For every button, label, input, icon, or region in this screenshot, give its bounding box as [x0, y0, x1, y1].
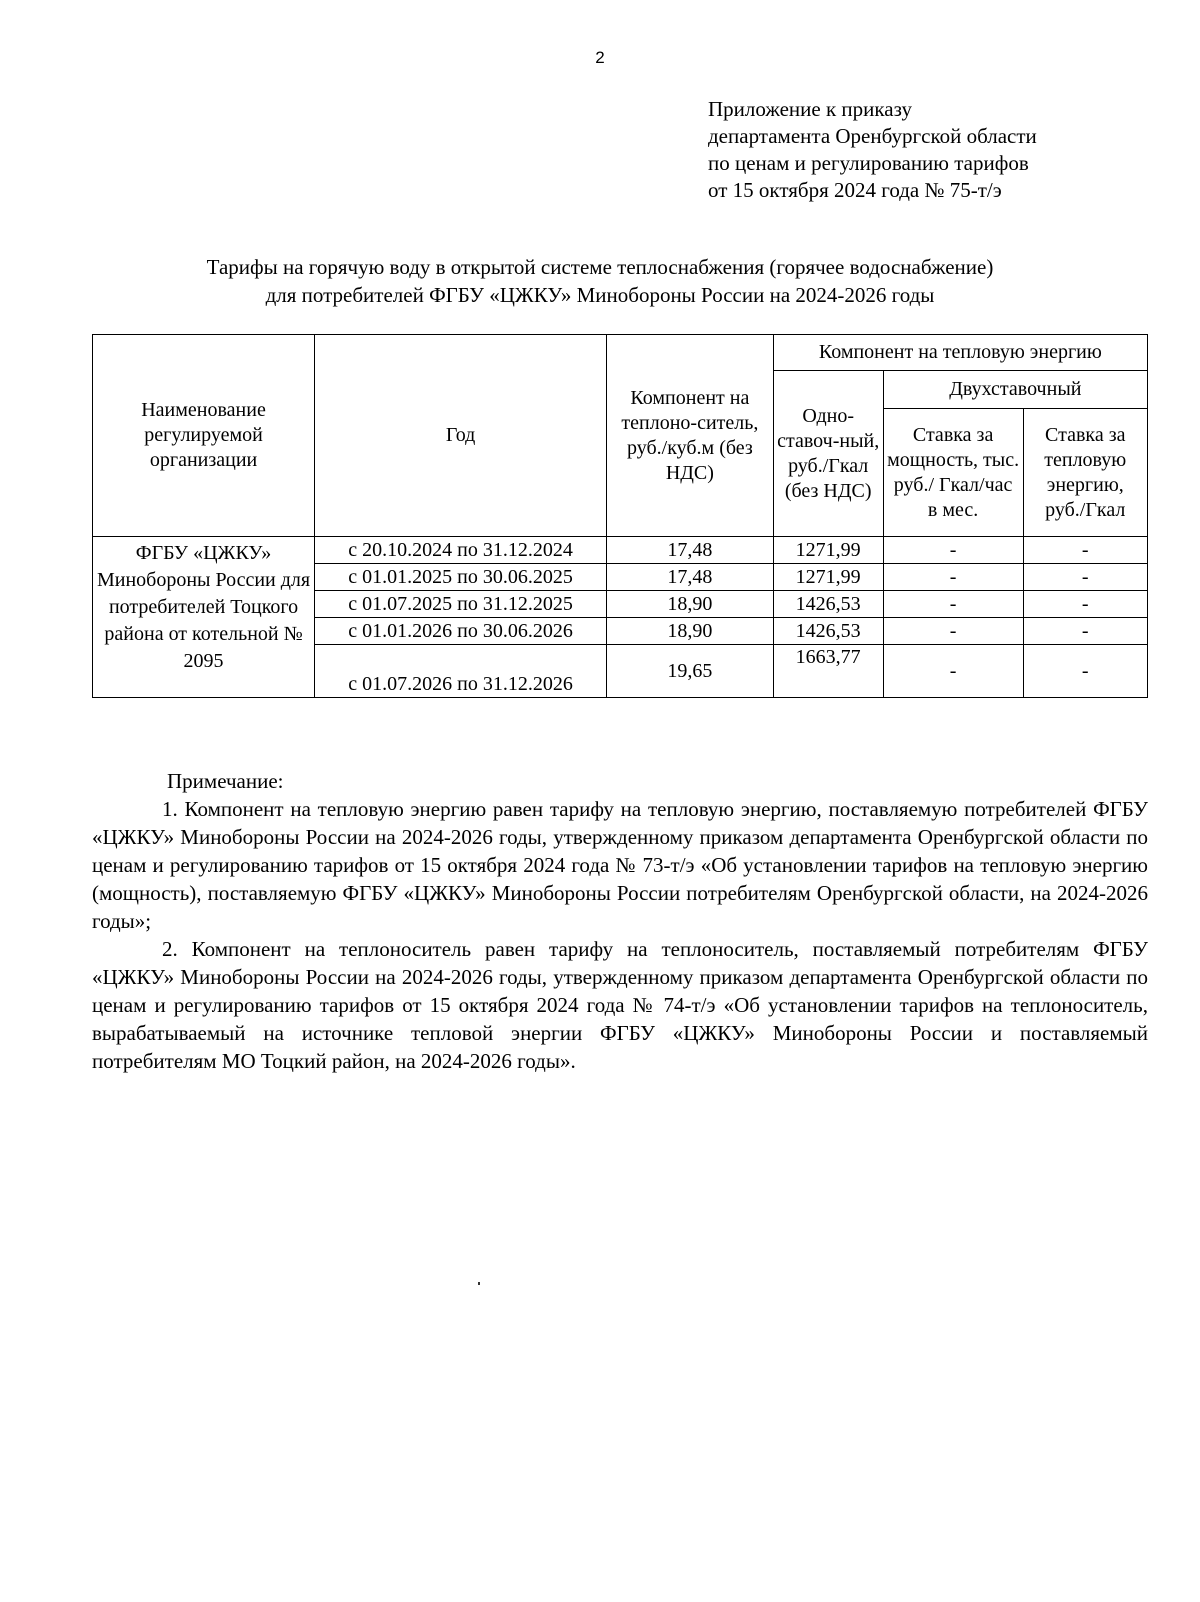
coolant-cell: 17,48 — [607, 564, 774, 591]
scan-speck — [478, 1282, 480, 1285]
appendix-line: Приложение к приказу — [708, 97, 912, 121]
one-rate-cell: 1271,99 — [773, 564, 883, 591]
header-one-rate: Одно-ставоч-ный, руб./Гкал (без НДС) — [773, 371, 883, 537]
organization-cell: ФГБУ «ЦЖКУ» Минобороны России для потребителей Тоцкого района от котельной № 2095 — [93, 537, 315, 698]
appendix-line: от 15 октября 2024 года № 75-т/э — [708, 178, 1002, 202]
one-rate-cell: 1663,77 — [773, 645, 883, 698]
header-energy-rate: Ставка за тепловую энергию, руб./Гкал — [1023, 409, 1147, 537]
energy-cell: - — [1023, 618, 1147, 645]
coolant-cell: 19,65 — [607, 645, 774, 698]
header-year: Год — [315, 335, 607, 537]
tariff-table — [92, 334, 1148, 698]
capacity-cell: - — [883, 645, 1023, 698]
year-cell: с 01.01.2025 по 30.06.2025 — [315, 564, 607, 591]
note-item: 1. Компонент на тепловую энергию равен тарифу на тепловую энергию, поставляемую потребителей ФГБУ «ЦЖКУ» Минобороны России на 2024-2026 годы, утвержденному приказом департамента Оренбургской области по ценам и регулированию тарифов от 15 октября 2024 года № 73-т/э «Об установлении тарифов на тепловую энергию (мощность), поставляемую ФГБУ «ЦЖКУ» Минобороны России потребителям Оренбургской области, на 2024-2026 годы»; — [92, 797, 1148, 933]
notes-section — [92, 767, 1148, 1075]
appendix-header — [708, 96, 1178, 204]
header-heat-component: Компонент на тепловую энергию — [773, 335, 1147, 371]
capacity-cell: - — [883, 591, 1023, 618]
energy-cell: - — [1023, 591, 1147, 618]
one-rate-cell: 1426,53 — [773, 591, 883, 618]
year-cell: с 01.01.2026 по 30.06.2026 — [315, 618, 607, 645]
year-cell: с 01.07.2026 по 31.12.2026 — [315, 645, 607, 698]
note-item: 2. Компонент на теплоноситель равен тарифу на теплоноситель, поставляемый потребителям ФГБУ «ЦЖКУ» Минобороны России на 2024-2026 годы, утвержденному приказом департамента Оренбургской области по ценам и регулированию тарифов от 15 октября 2024 года № 74-т/э «Об установлении тарифов на теплоноситель, вырабатываемый на источнике тепловой энергии ФГБУ «ЦЖКУ» Минобороны России и поставляемый потребителям МО Тоцкий район, на 2024-2026 годы». — [92, 937, 1148, 1073]
title-line: Тарифы на горячую воду в открытой системе теплоснабжения (горячее водоснабжение) — [206, 255, 994, 279]
energy-cell: - — [1023, 564, 1147, 591]
header-org-name: Наименование регулируемой организации — [93, 335, 315, 537]
header-two-rate: Двухставочный — [883, 371, 1147, 409]
header-coolant-component: Компонент на теплоно-ситель, руб./куб.м (без НДС) — [607, 335, 774, 537]
notes-title: Примечание: — [167, 769, 284, 793]
document-title — [0, 253, 1200, 309]
page-number: 2 — [595, 48, 605, 67]
capacity-cell: - — [883, 537, 1023, 564]
energy-cell: - — [1023, 645, 1147, 698]
energy-cell: - — [1023, 537, 1147, 564]
year-cell: с 01.07.2025 по 31.12.2025 — [315, 591, 607, 618]
header-capacity-rate: Ставка за мощность, тыс. руб./ Гкал/час в мес. — [883, 409, 1023, 537]
appendix-line: департамента Оренбургской области — [708, 124, 1037, 148]
one-rate-cell: 1271,99 — [773, 537, 883, 564]
coolant-cell: 17,48 — [607, 537, 774, 564]
coolant-cell: 18,90 — [607, 591, 774, 618]
capacity-cell: - — [883, 564, 1023, 591]
title-line: для потребителей ФГБУ «ЦЖКУ» Минобороны России на 2024-2026 годы — [265, 283, 935, 307]
appendix-line: по ценам и регулированию тарифов — [708, 151, 1029, 175]
one-rate-cell: 1426,53 — [773, 618, 883, 645]
capacity-cell: - — [883, 618, 1023, 645]
year-cell: с 20.10.2024 по 31.12.2024 — [315, 537, 607, 564]
coolant-cell: 18,90 — [607, 618, 774, 645]
